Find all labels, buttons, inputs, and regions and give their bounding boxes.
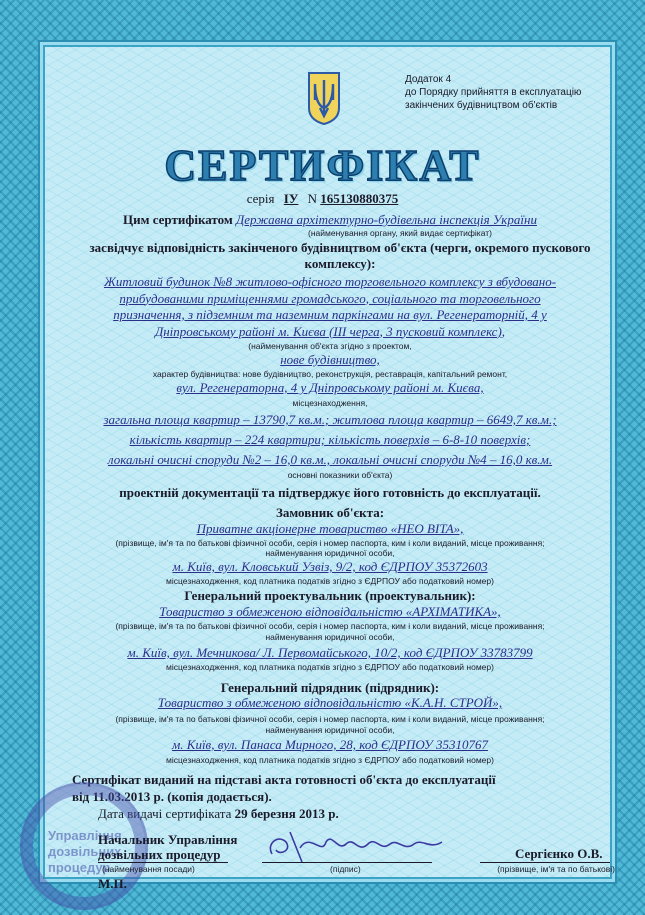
designer-caption-2: найменування юридичної особи,: [265, 632, 395, 642]
signature-underline: [262, 862, 432, 863]
object-line-4: Дніпровському районі м. Києва (ІІІ черга, 3 пусковий комплекс),: [154, 323, 506, 339]
issue-date-label: Дата видачі сертифіката: [98, 806, 232, 821]
basis-line-2: від 11.03.2013 р. (копія додається).: [72, 789, 272, 804]
customer-caption-3: місцезнаходження, код платника податків згідно з ЄДРПОУ або податковий номер): [166, 576, 494, 586]
certifies-text: засвідчує відповідність закінченого будівництвом об'єкта (черги, окремого пускового комплексу):: [89, 240, 591, 271]
annex-line-2: до Порядку прийняття в експлуатацію: [405, 87, 582, 98]
signer-position-line-2: дозвільних процедур: [98, 847, 221, 862]
object-description: [50, 274, 610, 340]
designer-heading: Генеральний проектувальник (проектувальник):: [184, 588, 476, 603]
series-line: [0, 191, 645, 207]
stamp-text: Управління дозвільних процедур: [48, 828, 122, 875]
issuer-value: Державна архітектурно-будівельна інспекція України: [236, 212, 537, 227]
issue-date-value: 29 березня 2013 р.: [234, 806, 339, 821]
indicators-line-2: кількість квартир – 224 квартири; кількість поверхів – 6-8-10 поверхів;: [129, 432, 531, 447]
designer-name: Товариство з обмеженою відповідальністю «АРХІМАТИКА»,: [159, 604, 501, 619]
designer-caption-3: місцезнаходження, код платника податків згідно з ЄДРПОУ або податковий номер): [166, 662, 494, 672]
annex-line-3: закінчених будівництвом об'єктів: [405, 100, 558, 111]
object-caption: (найменування об'єкта згідно з проектом,: [248, 341, 412, 351]
series-value: ІУ: [283, 191, 299, 206]
contractor-heading: Генеральний підрядник (підрядник):: [220, 680, 440, 695]
contractor-name: Товариство з обмеженою відповідальністю «К.А.Н. СТРОЙ»,: [157, 695, 503, 710]
designer-caption-1: (прізвище, ім'я та по батькові фізичної особи, серія і номер паспорта, ким і коли виданий, місце проживання;: [115, 621, 545, 631]
object-line-3: призначення, з підземним та наземним паркінгами на вул. Регенераторній, 4 у: [113, 307, 547, 322]
seal-place-label: М.П.: [98, 876, 127, 891]
customer-name: Приватне акціонерне товариство «НЕО ВІТА»,: [196, 521, 464, 536]
object-indicators: [50, 410, 610, 470]
issuer-prefix: Цим сертифікатом: [123, 212, 233, 227]
object-line-1: Житловий будинок №8 житлово-офісного торговельного комплексу з вбудовано-: [103, 274, 557, 289]
construction-caption: характер будівництва: нове будівництво, реконструкція, реставрація, капітальний ремонт,: [152, 369, 508, 379]
indicators-caption: основні показники об'єкта): [287, 470, 393, 480]
conformity-text: проектній документації та підтверджує його готовність до експлуатації.: [119, 485, 541, 500]
issuer-caption: (найменування органу, який видає сертифікат): [308, 228, 492, 238]
name-underline: [480, 862, 610, 863]
designer-address: м. Київ, вул. Мечникова/ Л. Первомайського, 10/2, код ЄДРПОУ 33783799: [127, 645, 533, 660]
series-label: серія: [246, 191, 275, 206]
certificate-title: СЕРТИФІКАТ: [164, 141, 481, 190]
contractor-address: м. Київ, вул. Панаса Мирного, 28, код ЄДРПОУ 35310767: [172, 737, 488, 752]
issue-date: [98, 806, 498, 822]
customer-caption-2: найменування юридичної особи,: [265, 548, 395, 558]
object-location: вул. Регенераторна, 4 у Дніпровському районі м. Києва,: [176, 380, 484, 395]
basis-line-1: Сертифікат виданий на підставі акта готовності об'єкта до експлуатації: [72, 772, 496, 787]
signature-caption: (підпис): [330, 864, 361, 874]
issuer-line: [60, 212, 600, 228]
signer-position-line-1: Начальник Управління: [98, 832, 238, 847]
signer-name: Сергієнко О.В.: [515, 846, 603, 861]
certificate-number: 165130880375: [320, 191, 399, 206]
name-caption: (прізвище, ім'я та по батькові): [497, 864, 615, 874]
indicators-line-3: локальні очисні споруди №2 – 16,0 кв.м., локальні очисні споруди №4 – 16,0 кв.м.: [107, 452, 553, 467]
position-caption: (найменування посади): [102, 864, 195, 874]
customer-address: м. Київ, вул. Кловський Узвіз, 9/2, код ЄДРПОУ 35372603: [172, 559, 488, 574]
contractor-caption-1: (прізвище, ім'я та по батькові фізичної особи, серія і номер паспорта, ким і коли виданий, місце проживання;: [115, 714, 545, 724]
trident-coat-of-arms-icon: [306, 70, 342, 126]
construction-type: нове будівництво,: [280, 352, 380, 367]
customer-caption-1: (прізвище, ім'я та по батькові фізичної особи, серія і номер паспорта, ким і коли виданий, місце проживання;: [115, 538, 545, 548]
location-caption: місцезнаходження,: [292, 398, 368, 408]
contractor-caption-3: місцезнаходження, код платника податків згідно з ЄДРПОУ або податковий номер): [166, 755, 494, 765]
handwritten-signature-icon: [262, 826, 452, 866]
indicators-line-1: загальна площа квартир – 13790,7 кв.м.; житлова площа квартир – 6649,7 кв.м.;: [103, 412, 557, 427]
contractor-caption-2: найменування юридичної особи,: [265, 725, 395, 735]
customer-heading: Замовник об'єкта:: [275, 505, 385, 520]
number-label: N: [307, 191, 318, 206]
annex-note: [405, 73, 581, 112]
position-underline: [98, 862, 228, 863]
annex-line-1: Додаток 4: [405, 74, 452, 85]
object-line-2: прибудованими приміщеннями громадського, соціального та торговельного: [119, 290, 541, 306]
